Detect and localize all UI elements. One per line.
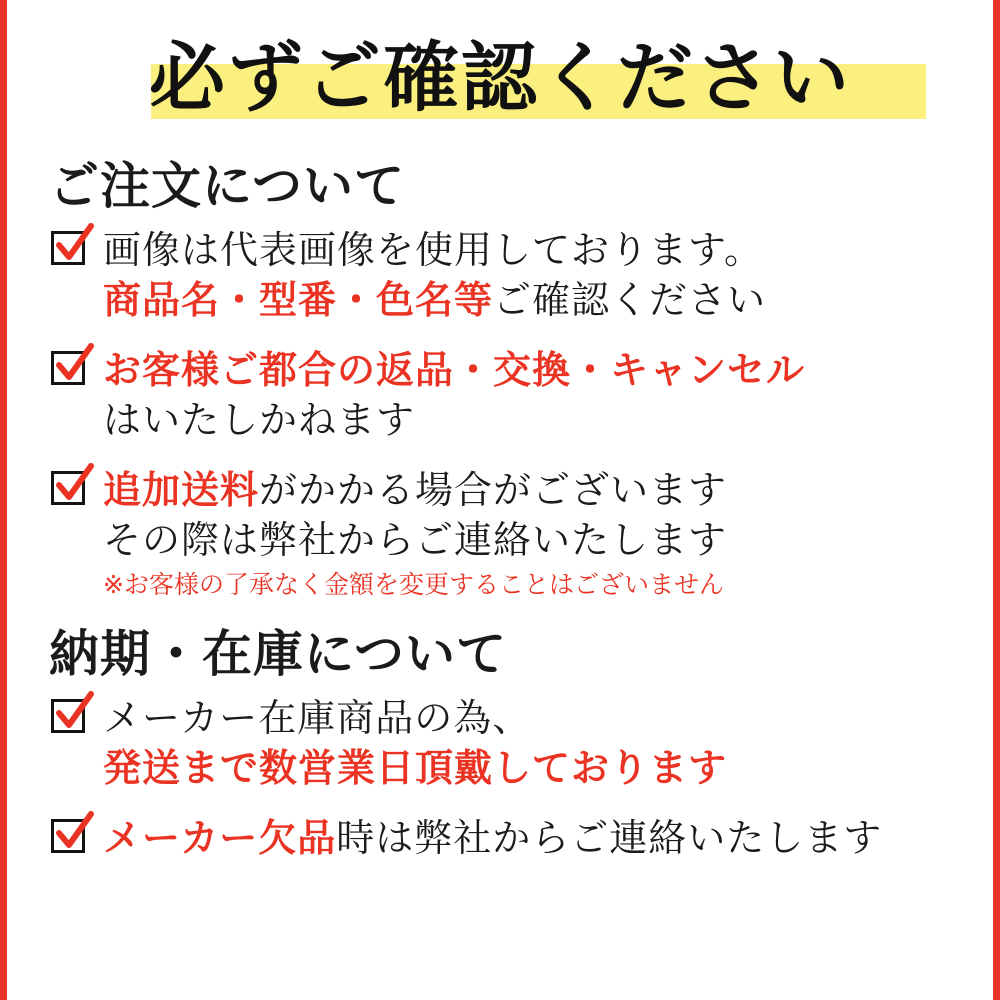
checkbox-icon xyxy=(51,351,85,385)
item-line-rest: がかかる場合がございます xyxy=(259,468,728,512)
list-item xyxy=(41,225,959,325)
section-delivery xyxy=(41,623,959,863)
item-line-rest: 時は弊社からご連絡いたします xyxy=(336,816,883,860)
notice-content xyxy=(7,0,993,1000)
checkbox-icon xyxy=(51,231,85,265)
item-line: メーカー在庫商品の為、 xyxy=(103,696,532,740)
check-mark-icon xyxy=(50,690,96,736)
check-mark-icon xyxy=(50,810,96,856)
item-line-emphasis: 商品名・型番・色名等 xyxy=(103,278,494,322)
item-line: はいたしかねます xyxy=(103,398,416,442)
checkbox-icon xyxy=(51,699,85,733)
list-item xyxy=(41,345,959,445)
item-line xyxy=(103,813,959,863)
item-line: その際は弊社からご連絡いたします xyxy=(103,518,728,562)
checkbox-icon xyxy=(51,471,85,505)
check-mark-icon xyxy=(50,222,96,268)
section-order xyxy=(41,155,959,603)
item-line-emphasis: メーカー欠品 xyxy=(103,816,337,860)
list-item xyxy=(41,465,959,603)
item-note: ※お客様の了承なく金額を変更することはございません xyxy=(103,570,724,599)
checkbox-icon xyxy=(51,819,85,853)
section-heading-delivery: 納期・在庫について xyxy=(49,625,507,683)
item-line-rest: ご確認ください xyxy=(493,278,767,322)
item-line: 発送まで数営業日頂戴しております xyxy=(103,746,728,790)
list-item xyxy=(41,693,959,793)
page-title: 必ずご確認ください xyxy=(149,33,851,122)
check-mark-icon xyxy=(50,462,96,508)
page-title-banner xyxy=(41,26,959,141)
item-line: お客様ご都合の返品・交換・キャンセル xyxy=(103,348,806,392)
section-heading-order: ご注文について xyxy=(49,157,405,215)
check-mark-icon xyxy=(50,342,96,388)
item-line xyxy=(103,275,959,325)
item-line xyxy=(103,465,959,515)
item-line-emphasis: 追加送料 xyxy=(103,468,260,512)
list-item xyxy=(41,813,959,863)
item-line: 画像は代表画像を使用しております。 xyxy=(103,228,763,272)
